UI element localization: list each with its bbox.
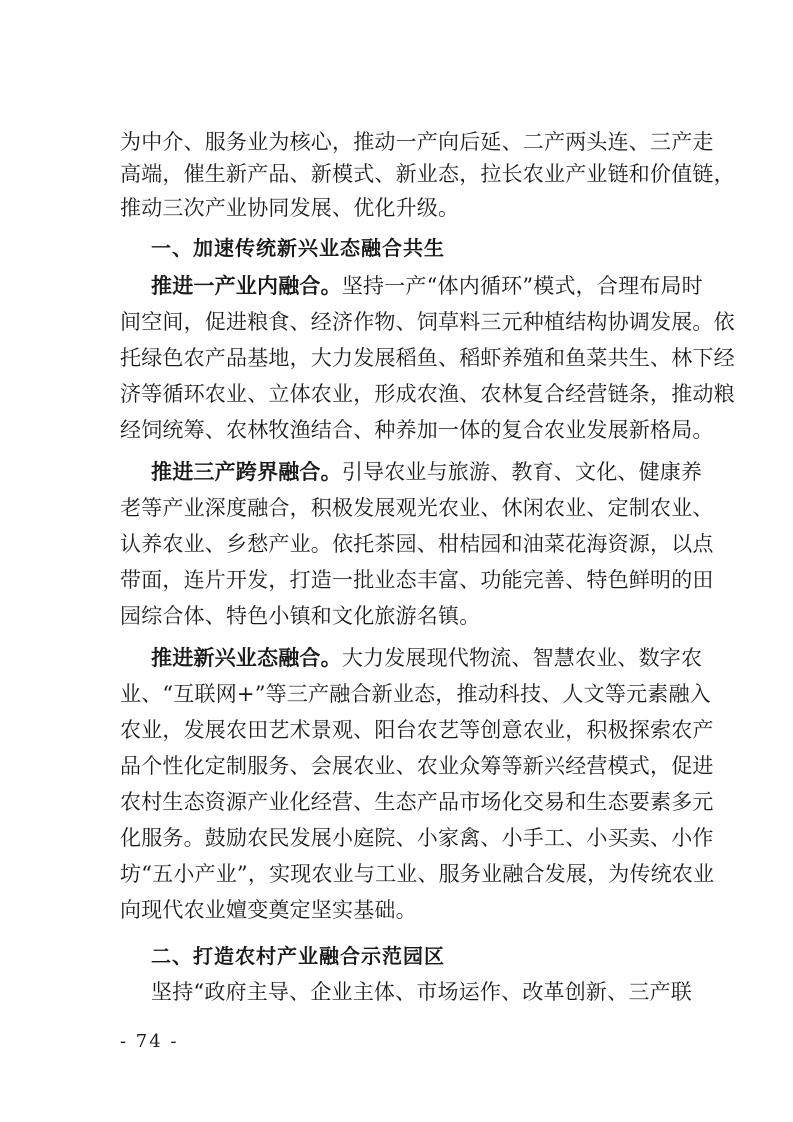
para-1-line-1-rest: 坚持一产“体内循环”模式，合理布局时	[341, 274, 703, 298]
intro-line-2: 高端，催生新产品、新模式、新业态，拉长农业产业链和价值链，	[120, 162, 735, 186]
para-3-line-4: 品个性化定制服务、会展农业、农业众筹等新兴经营模式，促进	[120, 754, 714, 778]
section-2-heading: 二、打造农村产业融合示范园区	[151, 944, 445, 968]
para-2-lead: 推进三产跨界融合。	[151, 460, 342, 484]
para-3-line-2: 业、“互联网+”等三产融合新业态，推动科技、人文等元素融入	[120, 682, 711, 706]
para-3-line-5: 农村生态资源产业化经营、生态产品市场化交易和生态要素多元	[120, 790, 714, 814]
para-3-line-1	[151, 642, 703, 674]
para-3-line-7: 坊“五小产业”，实现农业与工业、服务业融合发展，为传统农业	[120, 862, 715, 886]
para-3-line-3: 农业，发展农田艺术景观、阳台农艺等创意农业，积极探索农产	[120, 718, 714, 742]
para-1-line-4: 济等循环农业、立体农业，形成农渔、农林复合经营链条，推动粮	[120, 382, 735, 406]
para-1-line-1	[151, 270, 703, 302]
para-1-line-5: 经饲统筹、农林牧渔结合、种养加一体的复合农业发展新格局。	[120, 418, 714, 442]
para-3-line-1-rest: 大力发展现代物流、智慧农业、数字农	[341, 646, 703, 670]
section-2-line-1: 坚持“政府主导、企业主体、市场运作、改革创新、三产联	[151, 980, 692, 1004]
section-1-heading: 一、加速传统新兴业态融合共生	[151, 236, 445, 260]
para-3-line-8: 向现代农业嬗变奠定坚实基础。	[120, 898, 417, 922]
page-number: - 74 -	[120, 1031, 179, 1052]
para-1-line-3: 托绿色农产品基地，大力发展稻鱼、稻虾养殖和鱼菜共生、林下经	[120, 346, 735, 370]
para-2-line-5: 园综合体、特色小镇和文化旅游名镇。	[120, 604, 481, 628]
para-3-line-6: 化服务。鼓励农民发展小庭院、小家禽、小手工、小买卖、小作	[120, 826, 714, 850]
para-2-line-3: 认养农业、乡愁产业。依托茶园、柑桔园和油菜花海资源，以点	[120, 532, 714, 556]
intro-line-3: 推动三次产业协同发展、优化升级。	[120, 196, 460, 220]
para-2-line-4: 带面，连片开发，打造一批业态丰富、功能完善、特色鲜明的田	[120, 568, 714, 592]
para-2-line-1	[151, 456, 703, 488]
para-1-line-2: 间空间，促进粮食、经济作物、饲草料三元种植结构协调发展。依	[120, 310, 735, 334]
intro-line-1: 为中介、服务业为核心，推动一产向后延、二产两头连、三产走	[120, 130, 714, 154]
para-2-line-1-rest: 引导农业与旅游、教育、文化、健康养	[341, 460, 703, 484]
para-3-lead: 推进新兴业态融合。	[151, 646, 342, 670]
para-1-lead: 推进一产业内融合。	[151, 274, 342, 298]
para-2-line-2: 老等产业深度融合，积极发展观光农业、休闲农业、定制农业、	[120, 496, 714, 520]
